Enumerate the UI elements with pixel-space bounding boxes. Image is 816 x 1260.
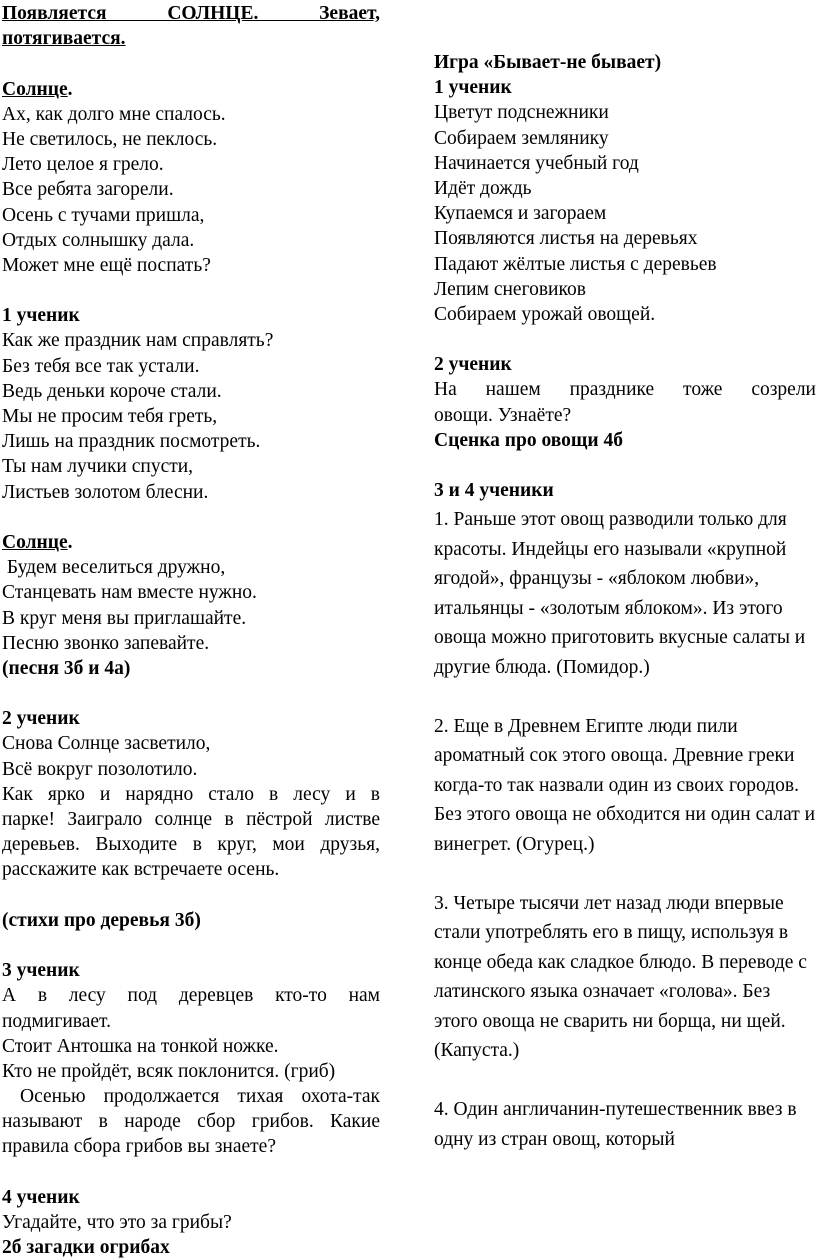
speaker-student-2: 2 ученик — [2, 708, 80, 730]
riddle-paragraph: 2. Еще в Древнем Египте люди пили ароматный сок этого овоща. Древние греки когда-то так назвали один из своих городов. Без этого овоща не обходится ни один салат и винегрет. (Огурец.) — [434, 715, 816, 855]
game-line: Купаемся и загораем — [434, 203, 607, 225]
game-line: Собираем землянику — [434, 127, 609, 149]
verse-line: Лето целое я грело. — [2, 154, 164, 176]
speaker-student-4: 4 ученик — [2, 1186, 80, 1208]
game-line: Лепим снеговиков — [434, 278, 586, 300]
verse-line: Угадайте, что это за грибы? — [2, 1212, 232, 1233]
right-column — [434, 50, 816, 1154]
verse-line: В круг меня вы приглашайте. — [2, 607, 247, 629]
verse-line: Как же праздник нам справлять? — [2, 330, 274, 352]
prose-line: На нашем празднике тоже созрели — [434, 379, 816, 401]
scene-heading-line1: Появляется СОЛНЦЕ. Зевает, — [2, 3, 380, 24]
speaker-name: Солнце — [2, 531, 68, 553]
verse-line: Будем веселиться дружно, — [2, 557, 226, 579]
speaker-name: Солнце — [2, 78, 68, 100]
game-line: Собираем урожай овощей. — [434, 303, 656, 325]
prose-line: Как ярко и нарядно стало в лесу и в — [2, 783, 380, 805]
prose-line: Стоит Антошка на тонкой ножке. — [2, 1035, 279, 1057]
prose-line: правила сбора грибов вы знаете? — [2, 1136, 276, 1158]
prose-line: расскажите как встречаете осень. — [2, 859, 280, 881]
scene-note-vegetables: Сценка про овощи 4б — [434, 429, 623, 451]
verse-line: Ведь деньки короче стали. — [2, 380, 222, 402]
game-line: Начинается учебный год — [434, 152, 639, 174]
verse-line: Не светилось, не пеклось. — [2, 128, 218, 150]
verse-line: Песню звонко запевайте. — [2, 632, 210, 654]
verse-line: Ах, как долго мне спалось. — [2, 103, 226, 125]
speaker-students-3-4: 3 и 4 ученики — [434, 480, 554, 502]
speaker-student-1: 1 ученик — [434, 77, 512, 99]
speaker-student-3: 3 ученик — [2, 960, 80, 982]
verse-line: Все ребята загорели. — [2, 179, 174, 201]
game-title: Игра «Бывает-не бывает) — [434, 52, 662, 73]
game-line: Появляются листья на деревьях — [434, 228, 698, 250]
verse-line: Мы не просим тебя греть, — [2, 406, 218, 427]
verse-line: Отдых солнышку дала. — [2, 229, 195, 251]
riddle-paragraph: 4. Один англичанин-путешественник ввез в одну из стран овощ, который — [434, 1099, 797, 1150]
verse-line: Лишь на праздник посмотреть. — [2, 431, 261, 453]
verse-line: Снова Солнце засветило, — [2, 733, 211, 755]
riddle-paragraph: 3. Четыре тысячи лет назад люди впервые стали употреблять его в пищу, используя в конце обеда как сладкое блюдо. В переводе с латинского языка означает «голова». Без этого овоща не сварить ни борща, ни щей. (Капуста.) — [434, 892, 807, 1062]
stage-note-poems: (стихи про деревья 3б) — [2, 909, 201, 931]
verse-line: Может мне ещё поспать? — [2, 254, 211, 276]
prose-line: деревьев. Выходите в круг, мои друзья, — [2, 834, 380, 856]
verse-line: Всё вокруг позолотило. — [2, 758, 198, 780]
verse-line: Станцевать нам вместе нужно. — [2, 582, 257, 604]
stage-note-song: (песня 3б и 4а) — [2, 657, 131, 679]
verse-line: Листьев золотом блесни. — [2, 481, 209, 503]
speaker-student-2: 2 ученик — [434, 354, 512, 376]
prose-line: Кто не пройдёт, всяк поклонится. (гриб) — [2, 1060, 336, 1082]
speaker-sun-1: Солнце. — [2, 78, 73, 100]
speaker-student-1: 1 ученик — [2, 305, 80, 327]
prose-line: овощи. Узнаёте? — [434, 404, 572, 426]
prose-line: подмигивает. — [2, 1010, 111, 1032]
left-column — [2, 0, 380, 1260]
game-line: Идёт дождь — [434, 177, 532, 199]
verse-line: Осень с тучами пришла, — [2, 204, 205, 226]
riddle-paragraph: 1. Раньше этот овощ разводили только для красоты. Индейцы его называли «крупной ягодой», французы - «яблоком любви», итальянцы - «золотым яблоком». Из этого овоща можно приготовить вкусные салаты и другие блюда. (Помидор.) — [434, 509, 806, 678]
verse-line: Без тебя все так устали. — [2, 355, 200, 377]
prose-line: Осенью продолжается тихая охота-так — [2, 1086, 381, 1108]
game-line: Падают жёлтые листья с деревьев — [434, 253, 717, 275]
verse-line: Ты нам лучики спусти, — [2, 456, 194, 478]
game-line: Цветут подснежники — [434, 102, 609, 124]
speaker-sun-2: Солнце. — [2, 531, 73, 553]
stage-note-riddles: 2б загадки огрибах — [2, 1237, 170, 1259]
prose-line: А в лесу под деревцев кто-то нам — [2, 985, 380, 1007]
prose-line: парке! Заиграло солнце в пёстрой листве — [2, 809, 380, 830]
prose-line: называют в народе сбор грибов. Какие — [2, 1111, 380, 1133]
scene-heading-line2: потягивается. — [2, 28, 126, 50]
